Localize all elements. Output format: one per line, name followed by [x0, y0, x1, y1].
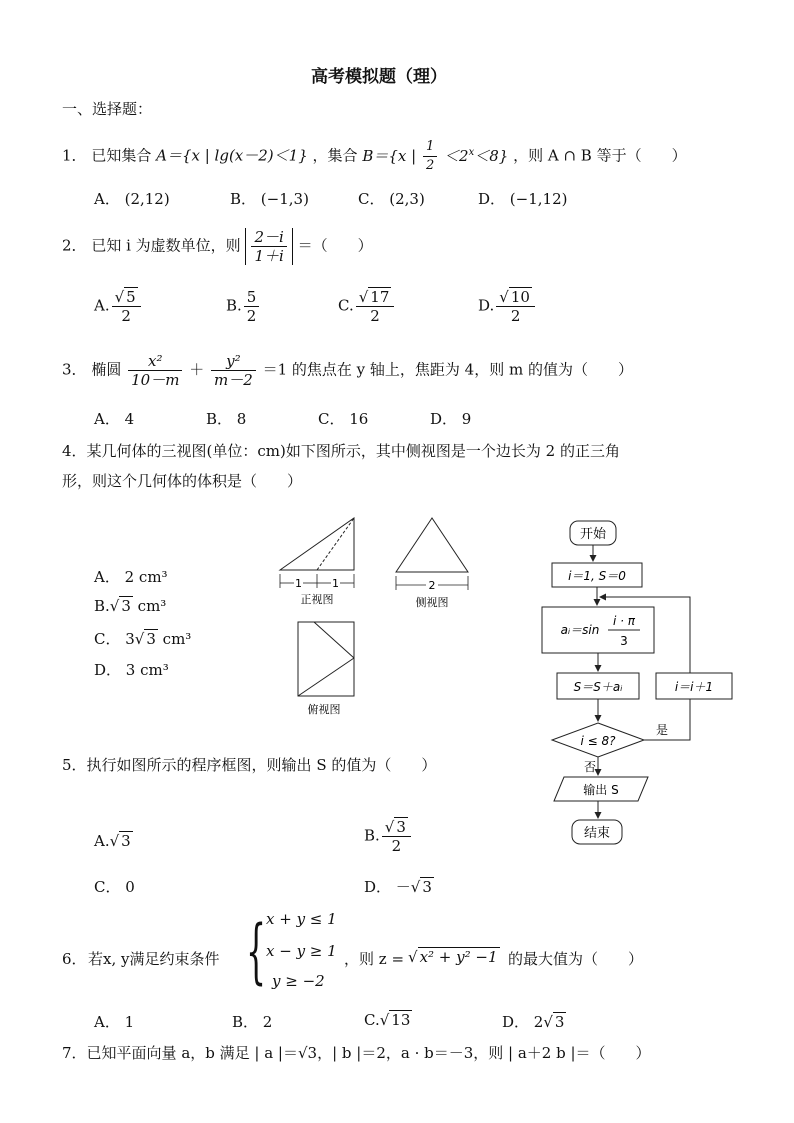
question-4-line-1: 4．某几何体的三视图(单位：cm)如下图所示，其中侧视图是一个边长为 2 的正三角	[62, 442, 620, 460]
q6-option-c: C.√ 13	[364, 1011, 411, 1029]
question-1-text: 已知集合	[91, 146, 152, 165]
question-3-text: 的焦点在 y 轴上，焦距为 4，则 m 的值为（ ）	[291, 360, 633, 379]
flow-assign-den: 3	[620, 634, 628, 648]
q3-option-c: C． 16	[318, 410, 369, 428]
constraint-1: x + y ≤ 1	[266, 910, 337, 928]
q2-option-b: B. $\frac{5}{2}$	[226, 288, 261, 325]
question-7: 7．已知平面向量 a，b 满足 | a |＝√3，| b |＝2，a · b＝－3，则 | a＋2 b |＝（ ）	[62, 1044, 651, 1062]
flow-no-label: 否	[583, 760, 597, 774]
page-title: 高考模拟题（理）	[311, 67, 447, 87]
front-dim-1: 1	[295, 577, 302, 590]
q3-option-a: A． 4	[94, 410, 135, 428]
q5-option-c: C． 0	[94, 878, 135, 896]
q2-option-c: C. $\frac{√ 17}{2}$	[338, 288, 396, 325]
question-2-number: 2．	[62, 236, 87, 255]
top-view	[298, 622, 354, 696]
question-4-line-2: 形，则这个几何体的体积是（ ）	[62, 472, 303, 490]
flow-yes-label: 是	[655, 723, 669, 737]
q1-option-a: A． (2,12)	[94, 190, 170, 208]
three-view-figure	[270, 510, 480, 725]
q4-option-d: D． 3 cm³	[94, 661, 169, 679]
question-1-text: ，集合	[312, 146, 358, 165]
q4-option-c: C． 3√ 3 cm³	[94, 630, 192, 648]
constraint-3: y ≥ −2	[272, 972, 325, 990]
top-view-label: 俯视图	[307, 703, 341, 716]
flow-accum-text: S＝S＋aᵢ	[573, 680, 623, 694]
section-heading: 一、选择题：	[62, 100, 153, 118]
flowchart	[540, 515, 740, 850]
flow-start-text: 开始	[579, 527, 607, 542]
q4-option-b: B.√ 3 cm³	[94, 597, 167, 615]
question-3: 3． 椭圆 $\frac{\text{x²}}{10-m}$ ＋ $\frac{\text{y²}}{m-2}$ ＝1 的焦点在 y 轴上，焦距为 4，则 m 的值为（ ）	[62, 352, 633, 389]
question-1	[62, 138, 687, 175]
q2-option-d: D. $\frac{√ 10}{2}$	[478, 288, 537, 325]
flow-output-text: 输出 S	[583, 783, 619, 797]
q6-option-d: D． 2√ 3	[502, 1013, 565, 1031]
flow-cond-text: i ≤ 8?	[580, 734, 616, 748]
front-view	[280, 518, 354, 570]
modulus-expression: $\frac{2-i}{1+i}$	[245, 228, 292, 265]
front-view-label: 正视图	[300, 593, 334, 606]
question-3-text: 椭圆	[91, 360, 122, 379]
front-view-dimensions	[280, 574, 354, 588]
objective-expression: √ x² + y² −1	[408, 948, 498, 966]
q1-option-b: B． (−1,3)	[230, 190, 309, 208]
front-dim-2: 1	[332, 577, 339, 590]
q2-option-a: A. $\frac{√ 5}{2}$	[94, 288, 143, 325]
flow-end-text: 结束	[583, 826, 611, 841]
q3-option-b: B． 8	[206, 410, 247, 428]
q5-option-d: D． －√ 3	[364, 878, 432, 896]
q3-option-d: D． 9	[430, 410, 472, 428]
q1-option-c: C． (2,3)	[358, 190, 425, 208]
constraint-2: x − y ≥ 1	[266, 942, 337, 960]
q5-option-a: A.√ 3	[94, 832, 131, 850]
q5-option-b: B. $\frac{√ 3}{2}$	[364, 818, 413, 855]
side-view-label: 侧视图	[415, 596, 449, 609]
question-2	[62, 228, 373, 265]
flow-assign-lhs: aᵢ＝sin	[560, 623, 600, 637]
flow-init-text: i＝1, S＝0	[568, 569, 626, 583]
flow-incr-text: i＝i＋1	[674, 680, 714, 694]
question-2-text: 已知 i 为虚数单位，则	[91, 236, 241, 255]
question-1-text: ，则 A ∩ B 等于（ ）	[513, 146, 687, 165]
q6-option-b: B． 2	[232, 1013, 273, 1031]
ellipse-term-x: $\frac{\text{x²}}{10-m}$	[128, 352, 182, 389]
q1-option-d: D． (−1,12)	[478, 190, 568, 208]
flow-assign-num: i · π	[612, 614, 636, 628]
q6-option-a: A． 1	[94, 1013, 135, 1031]
question-3-number: 3．	[62, 360, 87, 379]
question-2-text: ＝（ ）	[297, 236, 373, 255]
side-dim: 2	[428, 579, 436, 592]
set-b-expression: B＝{x | $\frac{1}{2}$ $<2^x<8$}	[362, 139, 509, 173]
set-a-expression: A＝{x | lg(x－2)＜1}	[156, 146, 308, 165]
question-5: 5．执行如图所示的程序框图，则输出 S 的值为（ ）	[62, 756, 437, 774]
q4-option-a: A． 2 cm³	[94, 568, 168, 586]
question-1-number: 1．	[62, 146, 87, 165]
side-view	[396, 518, 468, 572]
ellipse-term-y: $\frac{\text{y²}}{m-2}$	[211, 352, 256, 389]
